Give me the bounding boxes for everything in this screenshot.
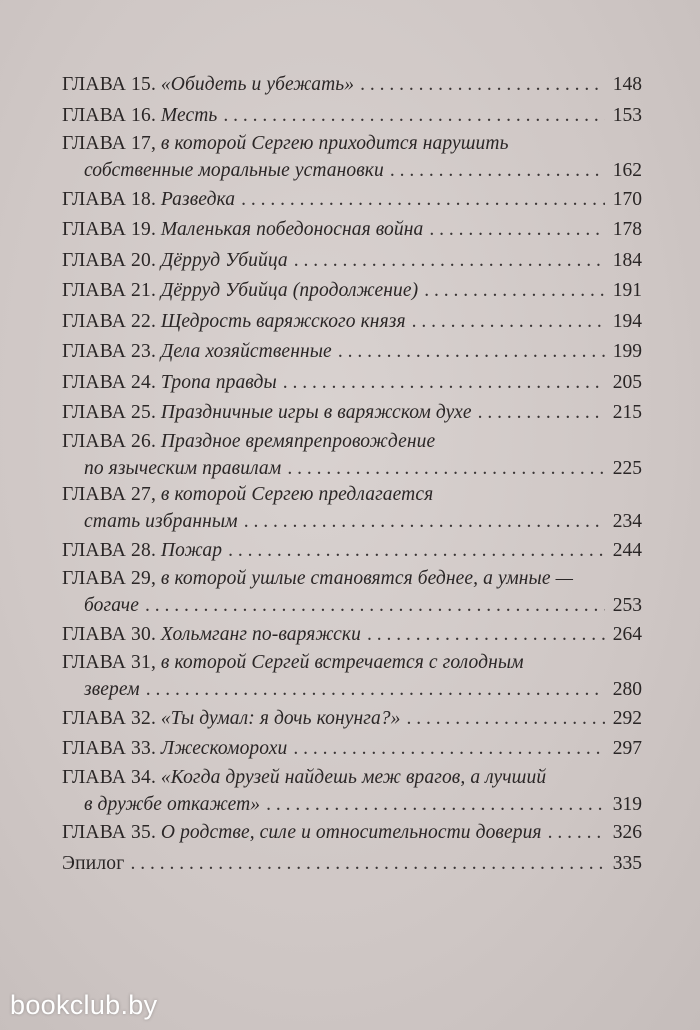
chapter-label: ГЛАВА 34.: [62, 766, 157, 788]
chapter-title: «Ты думал: я дочь конунга?»: [160, 707, 401, 729]
toc-entry: [62, 368, 642, 399]
toc-entry-line: [62, 70, 642, 101]
page-number: 215: [612, 402, 642, 423]
chapter-label: ГЛАВА 24.: [62, 371, 157, 393]
toc-entry: [62, 566, 642, 620]
page-number: 253: [612, 595, 642, 616]
chapter-title: Хольмганг по-варяжски: [160, 623, 361, 645]
toc-entry: [62, 131, 642, 185]
toc-entry-continuation: [62, 592, 642, 620]
dot-leader: [412, 307, 605, 338]
toc-entry: [62, 307, 642, 338]
dot-leader: [241, 185, 605, 216]
dot-leader: [145, 592, 605, 620]
dot-leader: [478, 398, 605, 429]
page-number: 148: [612, 74, 642, 95]
toc-entry: [62, 849, 642, 880]
toc-entry-line: [62, 101, 642, 132]
dot-leader: [294, 246, 605, 277]
dot-leader: [244, 508, 605, 536]
dot-leader: [338, 337, 605, 368]
chapter-title: в которой Сергею приходится нарушить: [160, 133, 509, 154]
toc-entry: [62, 734, 642, 765]
chapter-title: «Когда друзей найдешь меж врагов, а лучший: [160, 766, 547, 788]
toc-entry: [62, 704, 642, 735]
chapter-label: ГЛАВА 23.: [62, 341, 157, 362]
chapter-title: зверем: [84, 679, 140, 700]
toc-entry: [62, 429, 642, 483]
chapter-title: собственные моральные установки: [84, 160, 384, 181]
chapter-label: ГЛАВА 29,: [62, 568, 157, 589]
toc-entry: [62, 276, 642, 307]
chapter-label: ГЛАВА 33.: [62, 738, 157, 759]
dot-leader: [223, 101, 605, 132]
chapter-label: ГЛАВА 31,: [62, 652, 157, 673]
toc-entry-line: [62, 307, 642, 338]
dot-leader: [287, 455, 605, 483]
page-number: 178: [612, 219, 642, 240]
chapter-title: Дела хозяйственные: [160, 341, 332, 362]
toc-entry-line: [62, 276, 642, 307]
page-number: 170: [612, 188, 642, 210]
page-number: 184: [612, 249, 642, 271]
toc-entry-line: [62, 704, 642, 735]
toc-entry-continuation: [62, 676, 642, 704]
chapter-title: в которой Сергей встречается с голодным: [160, 652, 524, 673]
toc-entry-line: [62, 765, 642, 791]
chapter-label: ГЛАВА 26.: [62, 430, 157, 452]
dot-leader: [429, 215, 605, 246]
toc-entry-line: [62, 185, 642, 216]
toc-entry: [62, 650, 642, 704]
page-number: 153: [612, 104, 642, 126]
chapter-title: Дёрруд Убийца: [160, 249, 288, 271]
toc-entry-line: [62, 131, 642, 157]
toc-entry-continuation: [62, 791, 642, 819]
chapter-label: ГЛАВА 32.: [62, 707, 157, 729]
table-of-contents: [62, 70, 642, 879]
chapter-title: Месть: [160, 104, 218, 126]
page-number: 244: [612, 539, 642, 561]
toc-entry: [62, 70, 642, 101]
toc-entry: [62, 818, 642, 849]
toc-entry: [62, 246, 642, 277]
toc-entry-line: [62, 849, 642, 880]
chapter-title: Пожар: [160, 539, 223, 561]
dot-leader: [266, 791, 605, 819]
chapter-title: Маленькая победоносная война: [160, 219, 424, 240]
chapter-title: Тропа правды: [160, 371, 277, 393]
toc-entry-line: [62, 482, 642, 508]
page-number: 280: [612, 679, 642, 700]
chapter-label: ГЛАВА 18.: [62, 188, 157, 210]
toc-entry-line: [62, 734, 642, 765]
dot-leader: [390, 157, 605, 185]
chapter-label: ГЛАВА 16.: [62, 104, 157, 126]
toc-entry-line: [62, 337, 642, 368]
dot-leader: [548, 818, 605, 849]
dot-leader: [228, 536, 605, 567]
chapter-title: О родстве, силе и относительности доверия: [160, 822, 542, 843]
toc-entry-line: [62, 620, 642, 651]
page-number: 326: [612, 822, 642, 843]
chapter-title: в которой Сергею предлагается: [160, 484, 434, 505]
dot-leader: [360, 70, 605, 101]
dot-leader: [283, 368, 605, 399]
toc-entry: [62, 482, 642, 536]
page-number: 194: [612, 310, 642, 332]
chapter-label: ГЛАВА 15.: [62, 74, 157, 95]
toc-entry-line: [62, 368, 642, 399]
chapter-title: в дружбе откажет»: [84, 793, 261, 815]
page-number: 199: [612, 341, 642, 362]
chapter-label: ГЛАВА 21.: [62, 280, 157, 301]
page-number: 162: [612, 160, 642, 181]
toc-entry-line: [62, 429, 642, 455]
chapter-label: ГЛАВА 28.: [62, 539, 157, 561]
page-number: 191: [612, 280, 642, 301]
chapter-title: Праздное времяпрепровождение: [160, 430, 436, 452]
toc-entry-line: [62, 566, 642, 592]
chapter-title: Дёрруд Убийца (продолжение): [160, 280, 419, 301]
chapter-label: ГЛАВА 25.: [62, 402, 157, 423]
toc-entry: [62, 215, 642, 246]
dot-leader: [407, 704, 605, 735]
page-number: 264: [612, 623, 642, 645]
toc-entry: [62, 398, 642, 429]
page-number: 297: [612, 738, 642, 759]
toc-entry: [62, 620, 642, 651]
toc-entry-line: [62, 536, 642, 567]
chapter-title: стать избранным: [84, 511, 238, 532]
page-number: 225: [612, 457, 642, 479]
dot-leader: [367, 620, 605, 651]
chapter-label: ГЛАВА 30.: [62, 623, 157, 645]
chapter-title: в которой ушлые становятся беднее, а умные —: [160, 568, 574, 589]
chapter-label: ГЛАВА 35.: [62, 822, 157, 843]
chapter-label: ГЛАВА 19.: [62, 219, 157, 240]
dot-leader: [130, 849, 605, 880]
toc-entry-continuation: [62, 455, 642, 483]
page-number: 234: [612, 511, 642, 532]
chapter-title: Разведка: [160, 188, 236, 210]
toc-entry-line: [62, 398, 642, 429]
chapter-label: ГЛАВА 22.: [62, 310, 157, 332]
toc-entry-line: [62, 818, 642, 849]
toc-entry-line: [62, 246, 642, 277]
page-number: 319: [612, 793, 642, 815]
chapter-label: ГЛАВА 17,: [62, 133, 157, 154]
chapter-label: Эпилог: [62, 852, 125, 874]
chapter-title: Щедрость варяжского князя: [160, 310, 406, 332]
chapter-title: по языческим правилам: [84, 457, 282, 479]
toc-entry-continuation: [62, 157, 642, 185]
toc-entry: [62, 337, 642, 368]
page-number: 292: [612, 707, 642, 729]
page-number: 205: [612, 371, 642, 393]
chapter-label: ГЛАВА 27,: [62, 484, 157, 505]
chapter-title: Лжескоморохи: [160, 738, 288, 759]
page-number: 335: [612, 852, 642, 874]
chapter-title: Праздничные игры в варяжском духе: [160, 402, 472, 423]
chapter-label: ГЛАВА 20.: [62, 249, 157, 271]
toc-entry-line: [62, 650, 642, 676]
toc-entry: [62, 765, 642, 819]
toc-entry-line: [62, 215, 642, 246]
toc-entry: [62, 536, 642, 567]
toc-entry: [62, 101, 642, 132]
watermark: bookclub.by: [10, 990, 158, 1020]
chapter-title: богаче: [84, 595, 139, 616]
dot-leader: [424, 276, 605, 307]
toc-entry-continuation: [62, 508, 642, 536]
toc-entry: [62, 185, 642, 216]
dot-leader: [146, 676, 605, 704]
chapter-title: «Обидеть и убежать»: [160, 74, 355, 95]
dot-leader: [293, 734, 605, 765]
